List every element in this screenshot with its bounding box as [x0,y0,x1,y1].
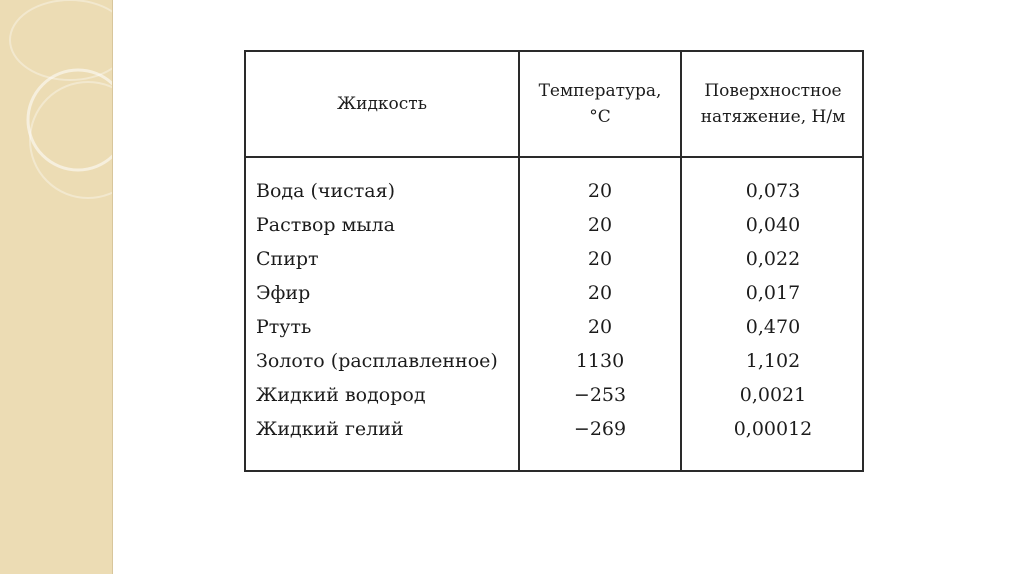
table-row [246,276,862,310]
cell-surface-tension: 0,00012 [733,418,813,440]
decorative-side-panel [0,0,113,574]
cell-liquid: Спирт [256,248,319,270]
surface-tension-table [244,50,864,472]
cell-temperature: 20 [587,180,613,202]
cell-temperature: −269 [573,418,627,440]
cell-liquid: Жидкий гелий [256,418,404,440]
cell-surface-tension: 1,102 [745,350,801,372]
cell-liquid: Эфир [256,282,311,304]
header-temperature-line1: Температура, [538,81,662,101]
cell-surface-tension: 0,017 [745,282,801,304]
cell-surface-tension: 0,470 [745,316,801,338]
decorative-rings [0,0,112,574]
cell-surface-tension: 0,0021 [739,384,807,406]
header-temperature [520,52,680,156]
table-row [246,174,862,208]
cell-temperature: 20 [587,248,613,270]
cell-liquid: Жидкий водород [256,384,426,406]
cell-surface-tension: 0,073 [745,180,801,202]
cell-temperature: −253 [573,384,627,406]
header-temperature-line2: °C [589,107,611,127]
cell-liquid: Раствор мыла [256,214,395,236]
header-liquid [246,52,518,156]
table-row [246,344,862,378]
header-liquid-text: Жидкость [337,94,427,114]
table-row [246,378,862,412]
cell-surface-tension: 0,040 [745,214,801,236]
table-row [246,242,862,276]
header-tension-line2: натяжение, Н/м [700,107,846,127]
cell-temperature: 1130 [575,350,625,372]
table-header-row [246,52,862,158]
cell-temperature: 20 [587,316,613,338]
cell-surface-tension: 0,022 [745,248,801,270]
table-row [246,412,862,446]
cell-liquid: Золото (расплавленное) [256,350,498,372]
cell-temperature: 20 [587,282,613,304]
header-surface-tension [682,52,864,156]
table-row [246,310,862,344]
table-row [246,208,862,242]
cell-liquid: Ртуть [256,316,312,338]
cell-liquid: Вода (чистая) [256,180,395,202]
header-tension-line1: Поверхностное [704,81,842,101]
cell-temperature: 20 [587,214,613,236]
